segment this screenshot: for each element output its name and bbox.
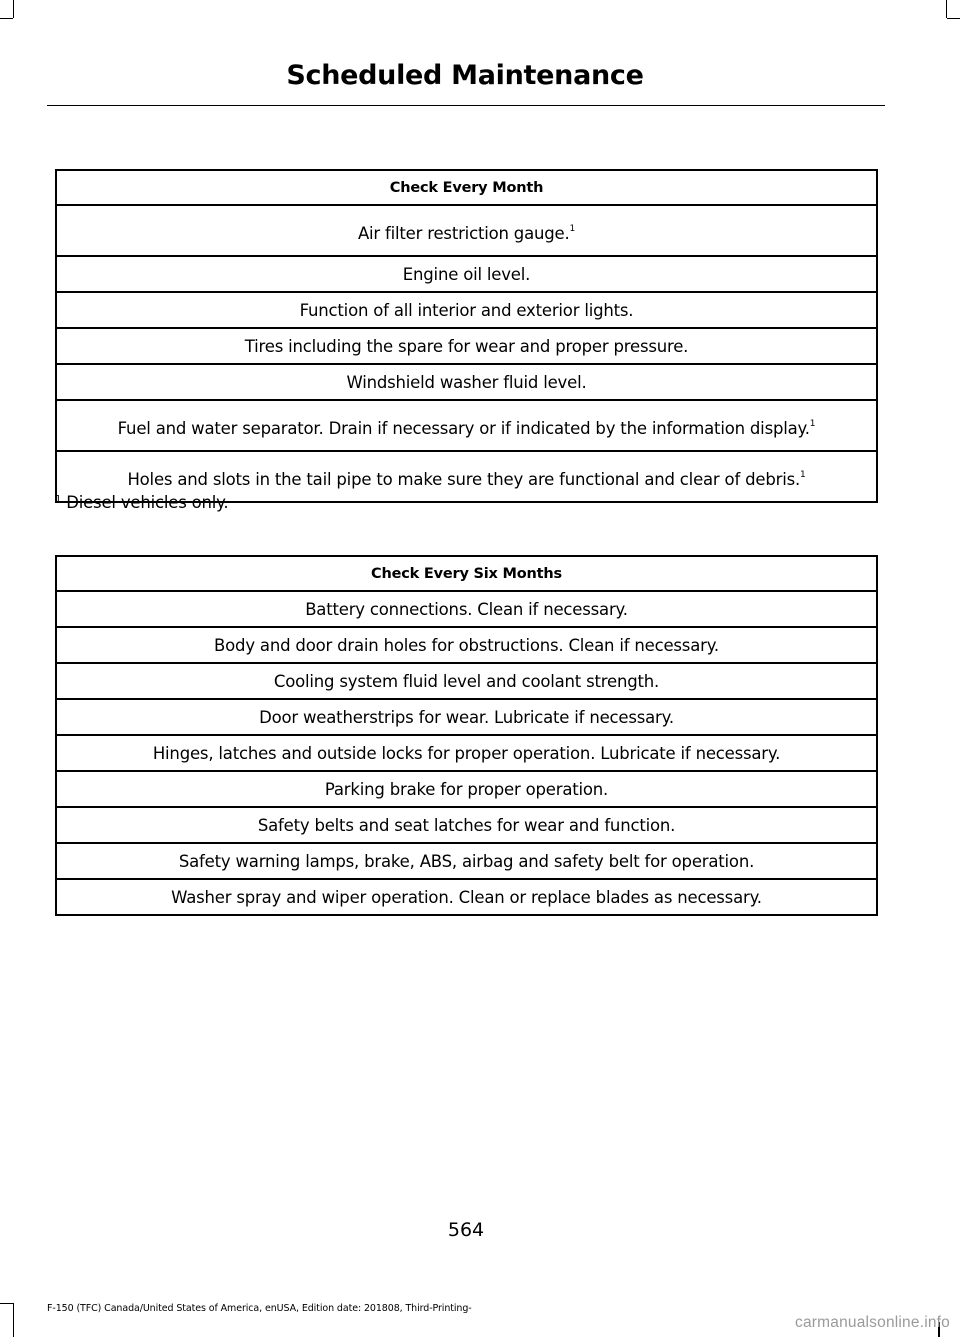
crop-mark bbox=[947, 18, 960, 19]
footnote-ref: 1 bbox=[569, 224, 576, 234]
footnote-marker: 1 bbox=[55, 494, 62, 505]
watermark: carmanualsonline.info bbox=[795, 1314, 950, 1331]
crop-mark bbox=[0, 18, 13, 19]
crop-mark bbox=[0, 1303, 13, 1304]
six-month-checks-table bbox=[55, 555, 878, 916]
table-cell: Fuel and water separator. Drain if necessary or if indicated by the information display.$^1$ bbox=[56, 400, 877, 451]
table-row bbox=[56, 627, 877, 663]
table-cell: Door weatherstrips for wear. Lubricate if necessary. bbox=[56, 699, 877, 735]
footnote-ref: 1 bbox=[809, 419, 816, 429]
table-row bbox=[56, 400, 877, 451]
table-row bbox=[56, 879, 877, 915]
table-cell: Body and door drain holes for obstructions. Clean if necessary. bbox=[56, 627, 877, 663]
footnote-text: Diesel vehicles only. bbox=[61, 493, 229, 512]
table-cell: Cooling system fluid level and coolant strength. bbox=[56, 663, 877, 699]
table-cell: Safety warning lamps, brake, ABS, airbag and safety belt for operation. bbox=[56, 843, 877, 879]
table-heading: Check Every Six Months bbox=[56, 556, 877, 591]
table-row bbox=[56, 699, 877, 735]
table-row bbox=[56, 328, 877, 364]
table-row bbox=[56, 256, 877, 292]
table-cell: Battery connections. Clean if necessary. bbox=[56, 591, 877, 627]
crop-mark bbox=[946, 0, 947, 18]
page-number: 564 bbox=[447, 1219, 485, 1241]
table-row bbox=[56, 591, 877, 627]
table-cell: Tires including the spare for wear and proper pressure. bbox=[56, 328, 877, 364]
table-row bbox=[56, 771, 877, 807]
table-cell: Windshield washer fluid level. bbox=[56, 364, 877, 400]
table-cell: Engine oil level. bbox=[56, 256, 877, 292]
table-cell: Parking brake for proper operation. bbox=[56, 771, 877, 807]
footnote-ref: 1 bbox=[800, 470, 806, 480]
table-heading: Check Every Month bbox=[56, 170, 877, 205]
table-row bbox=[56, 735, 877, 771]
table-cell: Air filter restriction gauge.$^1$ bbox=[56, 205, 877, 256]
page-title: Scheduled Maintenance bbox=[286, 60, 644, 91]
table-cell: Safety belts and seat latches for wear and function. bbox=[56, 807, 877, 843]
monthly-checks-table bbox=[55, 169, 878, 503]
crop-mark bbox=[13, 1303, 14, 1337]
table-row bbox=[56, 807, 877, 843]
header-divider bbox=[47, 105, 885, 106]
table-row bbox=[56, 292, 877, 328]
table-cell: Holes and slots in the tail pipe to make sure they are functional and clear of debris.$^1$ bbox=[56, 451, 877, 502]
table-row bbox=[56, 843, 877, 879]
table-row bbox=[56, 205, 877, 256]
crop-mark bbox=[13, 0, 14, 18]
table-cell: Hinges, latches and outside locks for proper operation. Lubricate if necessary. bbox=[56, 735, 877, 771]
table-row bbox=[56, 364, 877, 400]
table-header-row bbox=[56, 556, 877, 591]
table-cell: Washer spray and wiper operation. Clean or replace blades as necessary. bbox=[56, 879, 877, 915]
table-row bbox=[56, 663, 877, 699]
edition-info: F-150 (TFC) Canada/United States of America, enUSA, Edition date: 201808, Third-Printing- bbox=[47, 1303, 472, 1314]
footnote bbox=[55, 493, 228, 512]
table-header-row bbox=[56, 170, 877, 205]
table-cell: Function of all interior and exterior lights. bbox=[56, 292, 877, 328]
